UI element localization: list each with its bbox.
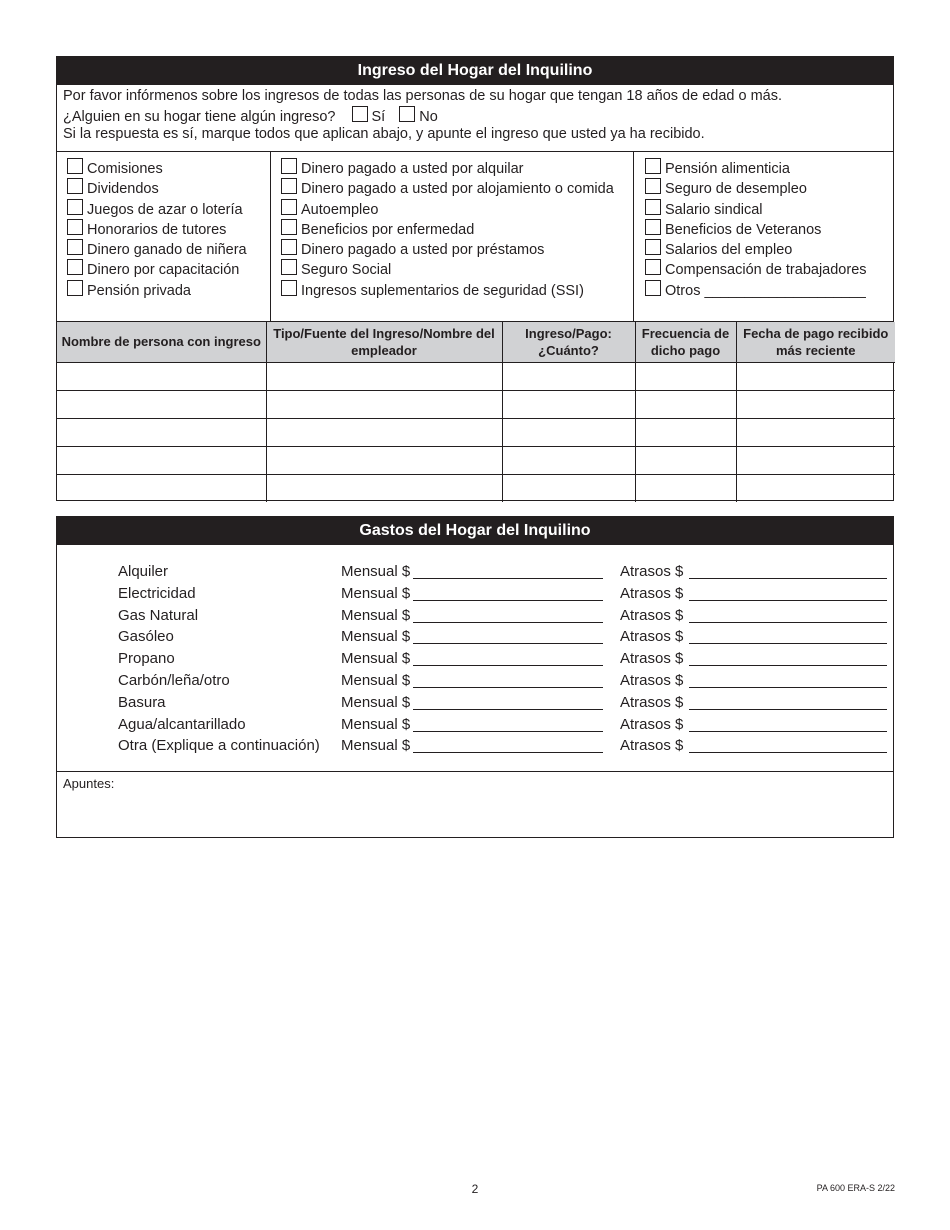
expense-row (57, 692, 893, 714)
expenses-title: Gastos del Hogar del Inquilino (57, 517, 893, 545)
income-category-option[interactable] (67, 280, 247, 300)
monthly-amount-field[interactable] (413, 578, 603, 579)
income-category-option[interactable] (645, 158, 867, 178)
checkbox[interactable] (281, 239, 297, 255)
table-cell[interactable] (502, 446, 635, 474)
notes-label: Apuntes: (63, 776, 115, 791)
income-category-option[interactable] (645, 239, 867, 259)
expense-row (57, 648, 893, 670)
arrears-amount-field[interactable] (689, 600, 887, 601)
checkbox[interactable] (645, 178, 661, 194)
table-cell[interactable] (635, 390, 736, 418)
expense-label: Propano (118, 650, 175, 668)
arrears-label: Atrasos $ (620, 628, 684, 646)
income-question-row (63, 106, 887, 127)
no-option[interactable] (399, 106, 438, 127)
monthly-label: Mensual $ (341, 693, 411, 711)
table-cell[interactable] (57, 474, 266, 502)
divider (270, 152, 271, 321)
table-cell[interactable] (736, 362, 895, 390)
monthly-amount-field[interactable] (413, 600, 603, 601)
arrears-label: Atrasos $ (620, 584, 684, 602)
table-cell[interactable] (266, 474, 502, 502)
checkbox[interactable] (67, 239, 83, 255)
arrears-label: Atrasos $ (620, 606, 684, 624)
arrears-label: Atrasos $ (620, 671, 684, 689)
arrears-amount-field[interactable] (689, 709, 887, 710)
expense-row (57, 605, 893, 627)
monthly-label: Mensual $ (341, 737, 411, 755)
checkbox-label: Pensión privada (87, 282, 191, 299)
monthly-label: Mensual $ (341, 584, 411, 602)
checkbox-label: Dinero pagado a usted por alquilar (301, 161, 524, 177)
checkbox[interactable] (645, 158, 661, 174)
table-cell[interactable] (57, 390, 266, 418)
yes-label: Sí (371, 108, 386, 125)
checkbox-label: Dinero pagado a usted por alojamiento o comida (301, 181, 614, 198)
arrears-amount-field[interactable] (689, 731, 887, 732)
checkbox[interactable] (645, 239, 661, 255)
monthly-amount-field[interactable] (413, 643, 603, 644)
checkbox-label: Salarios del empleo (665, 242, 793, 259)
monthly-label: Mensual $ (341, 563, 411, 580)
income-category-option[interactable] (281, 199, 614, 219)
income-question: ¿Alguien en su hogar tiene algún ingreso? (63, 108, 336, 125)
checkbox-label: Compensación de trabajadores (665, 262, 867, 279)
expense-label: Gas Natural (118, 606, 199, 624)
expense-label: Electricidad (118, 584, 196, 602)
income-category-option[interactable] (67, 158, 247, 178)
income-category-col-1 (67, 158, 247, 300)
checkbox[interactable] (281, 158, 297, 174)
monthly-label: Mensual $ (341, 606, 411, 624)
table-row (57, 418, 895, 446)
table-cell[interactable] (57, 446, 266, 474)
table-cell[interactable] (736, 446, 895, 474)
checkbox-label: Ingresos suplementarios de seguridad (SSI) (301, 282, 584, 299)
income-category-option[interactable] (645, 259, 867, 279)
checkbox[interactable] (281, 259, 297, 275)
monthly-amount-field[interactable] (413, 622, 603, 623)
expense-label: Basura (118, 693, 166, 711)
checkbox-label: Otros ____________________ (665, 282, 866, 299)
yes-option[interactable] (352, 106, 386, 127)
checkbox-label: Seguro de desempleo (665, 181, 807, 198)
monthly-label: Mensual $ (341, 628, 411, 646)
income-table (57, 322, 895, 502)
expense-row (57, 561, 893, 583)
checkbox-label: Salario sindical (665, 201, 763, 218)
arrears-amount-field[interactable] (689, 687, 887, 688)
expense-label: Otra (Explique a continuación) (118, 737, 320, 755)
expense-row (57, 714, 893, 736)
checkbox-label: Honorarios de tutores (87, 221, 227, 238)
table-cell[interactable] (266, 390, 502, 418)
income-category-option[interactable] (281, 178, 614, 198)
arrears-amount-field[interactable] (689, 665, 887, 666)
arrears-amount-field[interactable] (689, 752, 887, 753)
income-category-option[interactable] (281, 280, 614, 300)
checkbox[interactable] (67, 178, 83, 194)
intro-line-3: Si la respuesta es sí, marque todos que aplican abajo, y apunte el ingreso que usted ya ha recibido. (63, 126, 705, 142)
form-code: PA 600 ERA-S 2/22 (816, 1183, 895, 1193)
monthly-label: Mensual $ (341, 715, 411, 733)
table-cell[interactable] (635, 474, 736, 502)
checkbox[interactable] (281, 199, 297, 215)
monthly-amount-field[interactable] (413, 665, 603, 666)
income-category-option[interactable] (67, 219, 247, 239)
header-amount: Ingreso/Pago: ¿Cuánto? (502, 322, 635, 362)
checkbox-label: Dividendos (87, 181, 159, 198)
yes-checkbox[interactable] (352, 106, 368, 122)
arrears-amount-field[interactable] (689, 578, 887, 579)
table-cell[interactable] (266, 362, 502, 390)
table-cell[interactable] (57, 362, 266, 390)
checkbox[interactable] (645, 280, 661, 296)
checkbox-label: Beneficios por enfermedad (301, 221, 475, 238)
page-number: 2 (471, 1182, 479, 1196)
income-section (56, 56, 894, 501)
divider (633, 152, 634, 321)
arrears-label: Atrasos $ (620, 650, 684, 668)
table-cell[interactable] (502, 418, 635, 446)
income-intro (57, 85, 893, 152)
table-cell[interactable] (635, 418, 736, 446)
arrears-label: Atrasos $ (620, 737, 684, 755)
income-category-option[interactable] (67, 178, 247, 198)
checkbox[interactable] (645, 259, 661, 275)
intro-line-1: Por favor infórmenos sobre los ingresos de todas las personas de su hogar que tengan 18 años de edad o más. (63, 88, 783, 104)
table-cell[interactable] (266, 418, 502, 446)
no-checkbox[interactable] (399, 106, 415, 122)
expense-row (57, 626, 893, 648)
income-category-col-3 (645, 158, 867, 300)
table-cell[interactable] (266, 446, 502, 474)
checkbox[interactable] (67, 199, 83, 215)
header-income-type: Tipo/Fuente del Ingreso/Nombre del empleador (266, 322, 502, 362)
income-category-option[interactable] (281, 239, 614, 259)
expenses-list (57, 545, 893, 772)
checkbox-label: Seguro Social (301, 262, 392, 279)
table-row (57, 362, 895, 390)
income-category-col-2 (281, 158, 614, 300)
table-cell[interactable] (736, 390, 895, 418)
header-last-payment-date: Fecha de pago recibido más reciente (736, 322, 895, 362)
checkbox[interactable] (67, 158, 83, 174)
income-category-option[interactable] (281, 219, 614, 239)
header-frequency: Frecuencia de dicho pago (635, 322, 736, 362)
expense-label: Gasóleo (118, 628, 174, 646)
income-category-option[interactable] (645, 219, 867, 239)
monthly-amount-field[interactable] (413, 709, 603, 710)
monthly-amount-field[interactable] (413, 687, 603, 688)
table-row (57, 474, 895, 502)
monthly-label: Mensual $ (341, 650, 411, 668)
expense-label: Agua/alcantarillado (118, 715, 246, 733)
checkbox[interactable] (67, 219, 83, 235)
income-category-option[interactable] (67, 239, 247, 259)
arrears-label: Atrasos $ (620, 693, 684, 711)
monthly-amount-field[interactable] (413, 752, 603, 753)
checkbox-label: Beneficios de Veteranos (665, 221, 822, 238)
checkbox[interactable] (67, 280, 83, 296)
checkbox-label: Autoempleo (301, 201, 379, 218)
monthly-label: Mensual $ (341, 671, 411, 689)
table-row (57, 446, 895, 474)
table-cell[interactable] (736, 474, 895, 502)
checkbox-label: Dinero ganado de niñera (87, 242, 247, 259)
expense-label: Carbón/leña/otro (118, 671, 230, 689)
table-cell[interactable] (502, 474, 635, 502)
checkbox[interactable] (281, 219, 297, 235)
monthly-amount-field[interactable] (413, 731, 603, 732)
table-row (57, 390, 895, 418)
arrears-amount-field[interactable] (689, 622, 887, 623)
checkbox-label: Comisiones (87, 161, 163, 177)
table-cell[interactable] (57, 418, 266, 446)
income-category-option[interactable] (67, 199, 247, 219)
income-category-option[interactable] (281, 259, 614, 279)
arrears-amount-field[interactable] (689, 643, 887, 644)
checkbox-label: Juegos de azar o lotería (87, 201, 243, 218)
checkbox[interactable] (281, 280, 297, 296)
no-label: No (419, 108, 438, 125)
expenses-section (56, 516, 894, 838)
expense-row (57, 735, 893, 757)
table-cell[interactable] (635, 362, 736, 390)
table-cell[interactable] (502, 362, 635, 390)
income-category-option[interactable] (645, 199, 867, 219)
table-cell[interactable] (736, 418, 895, 446)
income-category-option[interactable] (645, 178, 867, 198)
checkbox[interactable] (281, 178, 297, 194)
table-cell[interactable] (502, 390, 635, 418)
income-category-option[interactable] (645, 280, 867, 300)
income-title: Ingreso del Hogar del Inquilino (57, 57, 893, 85)
table-cell[interactable] (635, 446, 736, 474)
checkbox-label: Dinero pagado a usted por préstamos (301, 242, 545, 259)
checkbox[interactable] (645, 199, 661, 215)
arrears-label: Atrasos $ (620, 715, 684, 733)
income-category-option[interactable] (67, 259, 247, 279)
checkbox-label: Dinero por capacitación (87, 262, 240, 279)
arrears-label: Atrasos $ (620, 563, 684, 580)
notes-field[interactable] (57, 772, 893, 795)
expense-label: Alquiler (118, 563, 169, 580)
checkbox-label: Pensión alimenticia (665, 161, 790, 177)
checkbox[interactable] (645, 219, 661, 235)
income-categories (57, 152, 893, 322)
checkbox[interactable] (67, 259, 83, 275)
expense-row (57, 670, 893, 692)
header-person-name: Nombre de persona con ingreso (57, 322, 266, 362)
expense-row (57, 583, 893, 605)
income-category-option[interactable] (281, 158, 614, 178)
